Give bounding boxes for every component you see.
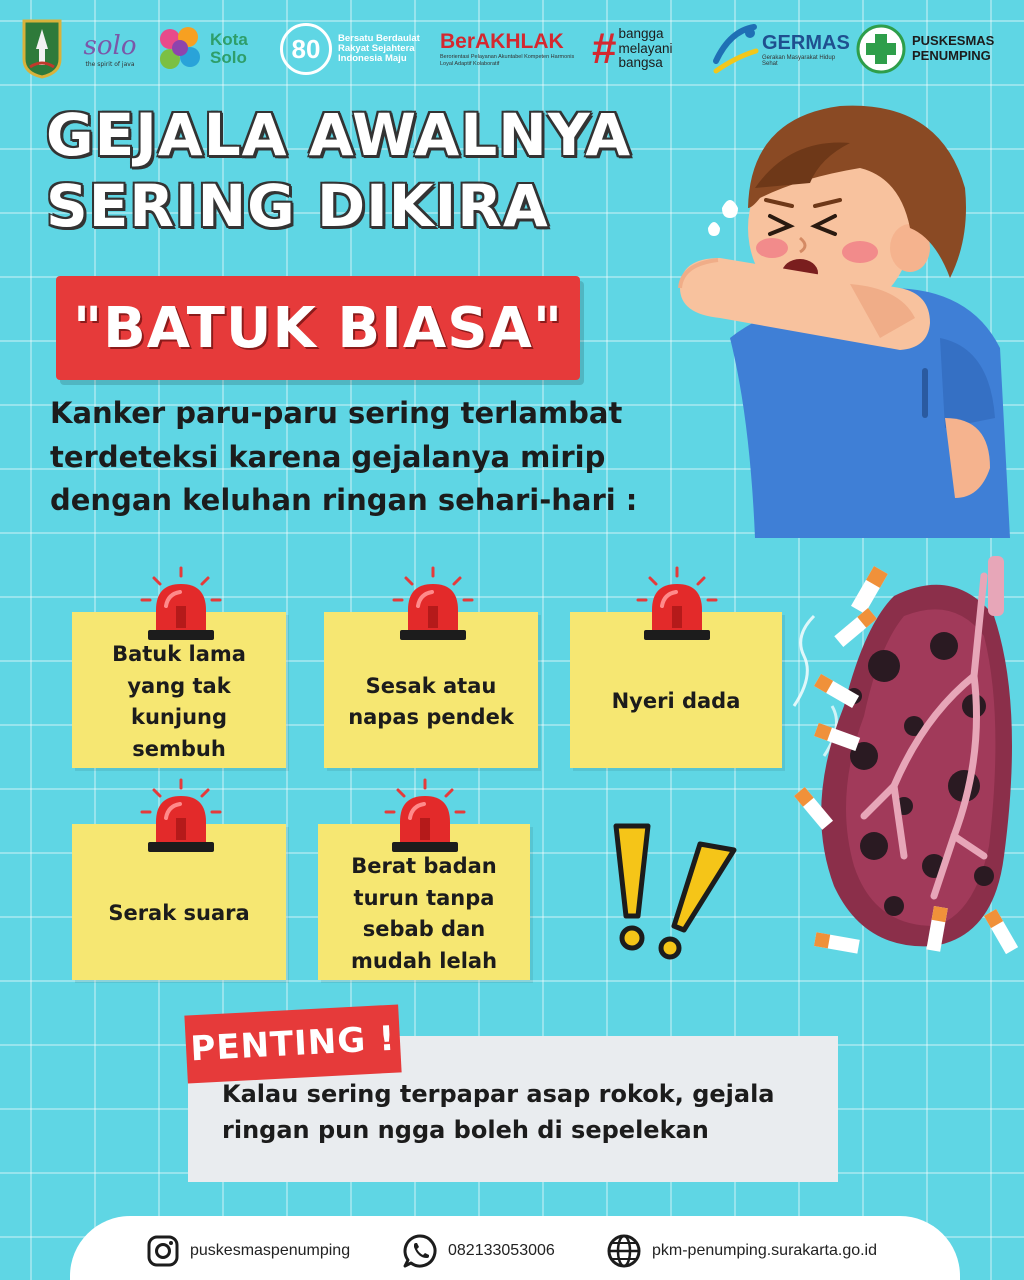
alarm-siren-icon: [136, 778, 226, 858]
alarm-siren-icon: [136, 566, 226, 646]
alarm-siren-icon: [632, 566, 722, 646]
kota-solo-anniversary-logo: Kota Solo: [150, 14, 270, 84]
exclamation-marks-icon: [604, 820, 744, 960]
footer-instagram[interactable]: [146, 1226, 350, 1276]
title-line-2: SERING DIKIRA: [46, 171, 549, 240]
globe-icon: [606, 1233, 642, 1269]
damaged-lung-illustration: [784, 556, 1024, 976]
title-line-1: GEJALA AWALNYA: [46, 101, 632, 169]
footer-website[interactable]: [606, 1226, 877, 1276]
footer-whatsapp[interactable]: [402, 1226, 555, 1276]
instagram-handle: puskesmaspenumping: [190, 1242, 351, 1259]
important-heading-badge: [184, 1004, 401, 1083]
puskesmas-penumping-logo: PUSKESMAS PENUMPING: [856, 14, 1008, 84]
symptom-label: Batuk lama yang tak kunjung sembuh: [112, 642, 246, 761]
website-url: pkm-penumping.surakarta.go.id: [652, 1242, 878, 1259]
germas-logo: GERMAS Gerakan Masyarakat Hidup Sehat: [710, 14, 850, 84]
title-banner-text: "BATUK BIASA": [72, 295, 564, 361]
instagram-icon: [146, 1234, 180, 1268]
important-heading: PENTING !: [189, 1018, 397, 1070]
title-banner: [56, 276, 580, 380]
symptom-label: Nyeri dada: [611, 689, 741, 714]
important-note-text: Kalau sering terpapar asap rokok, gejala ringan pun ngga boleh di sepelekan: [222, 1080, 775, 1144]
solo-spirit-of-java-logo: solo the spirit of java: [83, 30, 137, 68]
bangga-melayani-bangsa-logo: # bangga melayani bangsa: [592, 24, 673, 73]
page-title: [46, 100, 726, 242]
symptom-label: Serak suara: [108, 901, 250, 926]
surakarta-crest-logo: [22, 14, 62, 84]
whatsapp-number: 082133053006: [448, 1242, 555, 1259]
80-tahun-indonesia-logo: 80 Bersatu Berdaulat Rakyat Sejahtera Indonesia Maju: [280, 14, 430, 84]
header-logo-strip: [18, 14, 1008, 84]
symptom-label: Sesak atau napas pendek: [348, 673, 514, 729]
berakhlak-logo: BerAKHLAK Berorientasi Pelayanan Akuntabel Kompeten Harmonis Loyal Adaptif Kolaboratif: [440, 30, 575, 67]
alarm-siren-icon: [380, 778, 470, 858]
symptom-label: Berat badan turun tanpa sebab dan mudah lelah: [350, 854, 498, 973]
alarm-siren-icon: [388, 566, 478, 646]
intro-text: Kanker paru-paru sering terlambat terdeteksi karena gejalanya mirip dengan keluhan ringan sehari-hari :: [50, 396, 638, 517]
whatsapp-icon: [402, 1233, 438, 1269]
